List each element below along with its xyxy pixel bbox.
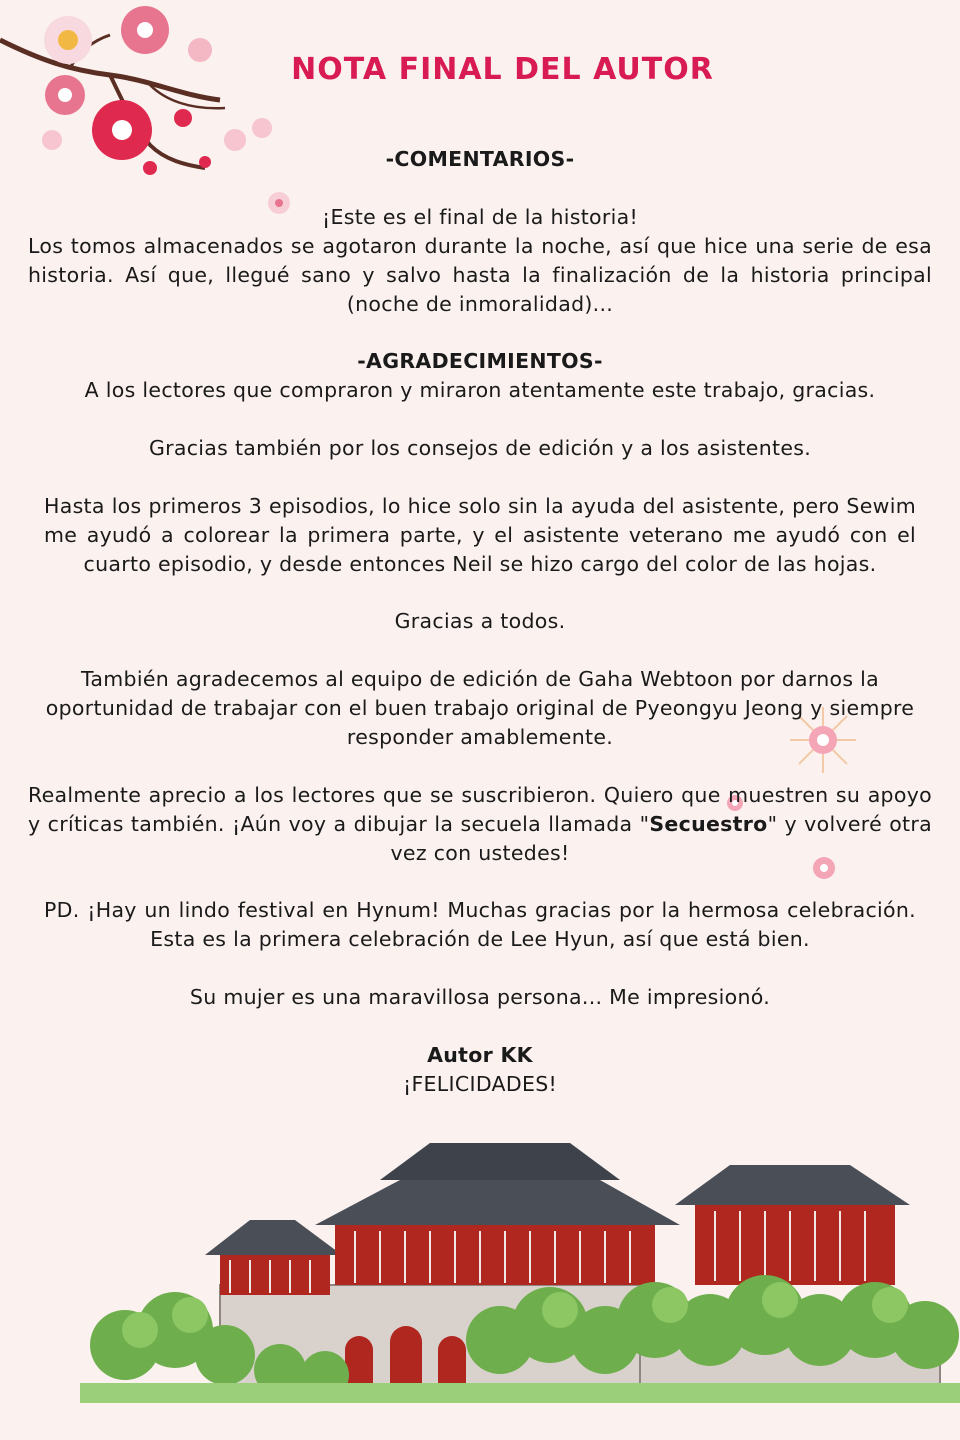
thanks-paragraph: Gracias también por los consejos de edición y a los asistentes. <box>148 436 812 461</box>
page-title: NOTA FINAL DEL AUTOR <box>291 52 714 87</box>
comments-paragraph: Los tomos almacenados se agotaron durante la noche, así que hice una serie de esa historia. Así que, llegué sano y salvo hasta la finalización de la historia principal (noche de inmoralidad)... <box>28 233 932 316</box>
thanks-text: Realmente aprecio a los lectores que se suscribieron. Quiero que muestren su apoyo y críticas también. ¡Aún voy a dibujar la secuela llamada " <box>28 782 932 836</box>
thanks-text: " y volveré otra vez con ustedes! <box>390 811 932 865</box>
sequel-title: Secuestro <box>649 811 768 836</box>
author-note-body <box>28 145 932 1099</box>
palace-illustration-icon <box>80 1125 960 1425</box>
thanks-paragraph: Hasta los primeros 3 episodios, lo hice solo sin la ayuda del asistente, pero Sewim me ayudó a colorear la primera parte, y el asistente veterano me ayudó con el cuarto episodio, y desde entonces Neil se hizo cargo del color de las hojas. <box>44 493 916 576</box>
author-signature: Autor KK <box>427 1042 533 1067</box>
thanks-paragraph: Su mujer es una maravillosa persona... Me impresionó. <box>189 985 771 1010</box>
thanks-paragraph: Gracias a todos. <box>394 609 566 634</box>
thanks-paragraph <box>28 781 932 868</box>
comments-heading: -COMENTARIOS- <box>385 147 575 171</box>
closing-text: ¡FELICIDADES! <box>402 1071 558 1096</box>
comments-line: ¡Este es el final de la historia! <box>322 204 638 229</box>
thanks-heading: -AGRADECIMIENTOS- <box>357 349 603 374</box>
thanks-paragraph: También agradecemos al equipo de edición de Gaha Webtoon por darnos la oportunidad de trabajar con el buen trabajo original de Pyeongyu Jeong y siempre responder amablemente. <box>45 667 915 750</box>
thanks-paragraph: PD. ¡Hay un lindo festival en Hynum! Muchas gracias por la hermosa celebración. Esta es la primera celebración de Lee Hyun, así que está bien. <box>44 898 916 952</box>
thanks-paragraph: A los lectores que compraron y miraron atentamente este trabajo, gracias. <box>84 378 876 403</box>
